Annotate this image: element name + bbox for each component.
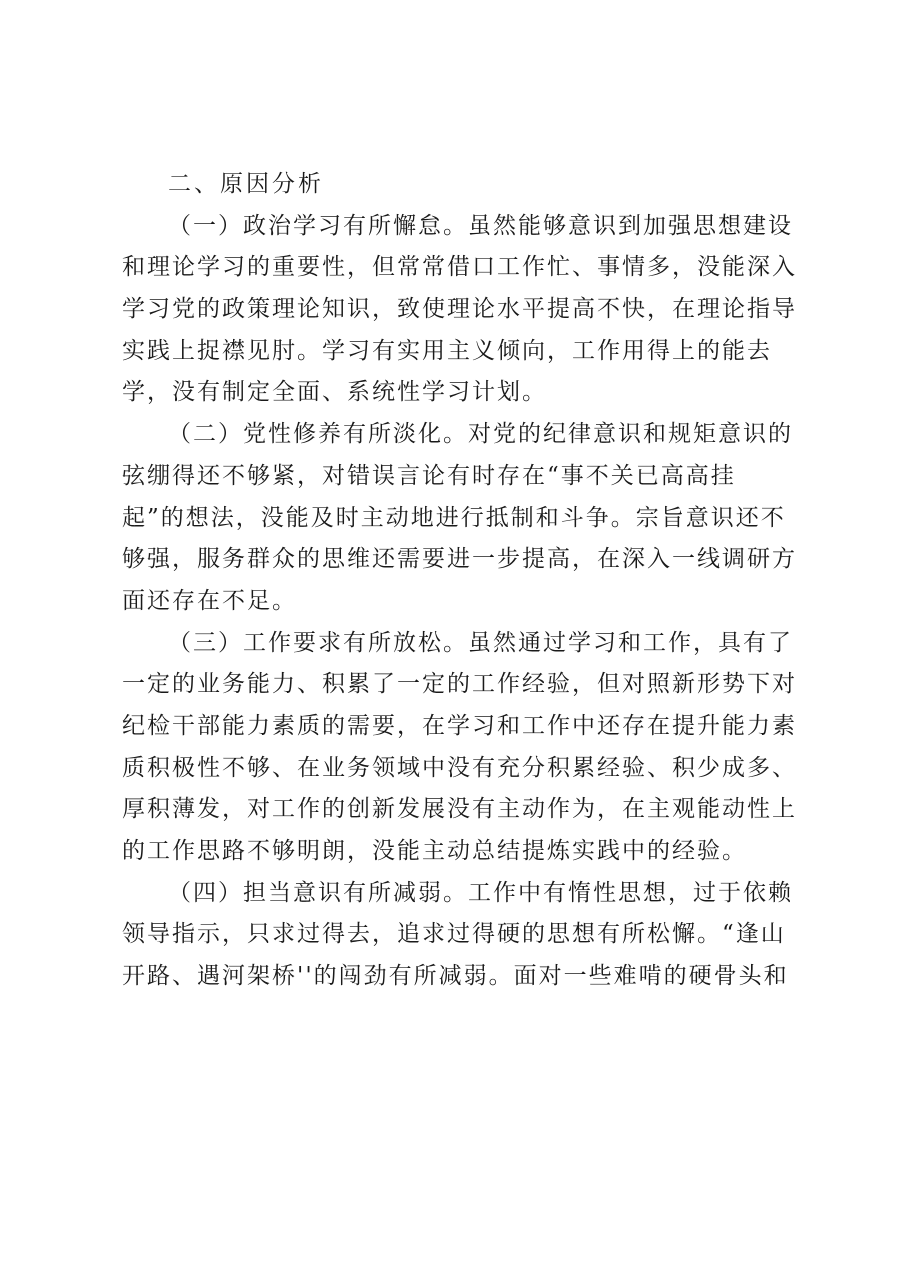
paragraph-3-line-1: （三）工作要求有所放松。虽然通过学习和工作，具有了 — [168, 629, 793, 656]
section-heading: 二、原因分析 — [168, 171, 324, 197]
paragraph-1-line-5: 学，没有制定全面、系统性学习计划。 — [122, 379, 547, 406]
document-body — [122, 164, 802, 998]
paragraph-1-line-4: 实践上捉襟见肘。学习有实用主义倾向，工作用得上的能去 — [122, 337, 772, 364]
paragraph-3-line-6: 的工作思路不够明朗，没能主动总结提炼实践中的经验。 — [122, 838, 747, 864]
paragraph-3-line-2: 一定的业务能力、积累了一定的工作经验，但对照新形势下对 — [122, 671, 797, 698]
paragraph-4-line-3: 开路、遇河架桥''的闯劲有所减弱。面对一些难啃的硬骨头和 — [122, 963, 789, 990]
paragraph-3-line-3: 纪检干部能力素质的需要，在学习和工作中还存在提升能力素 — [122, 712, 797, 739]
paragraph-3-line-5: 厚积薄发，对工作的创新发展没有主动作为，在主观能动性上 — [122, 796, 797, 823]
paragraph-1-line-3: 学习党的政策理论知识，致使理论水平提高不快，在理论指导 — [122, 296, 797, 323]
paragraph-2-line-2: 弦绷得还不够紧，对错误言论有时存在“事不关已高高挂 — [122, 462, 736, 489]
paragraph-1-line-1: （一）政治学习有所懈怠。虽然能够意识到加强思想建设 — [168, 212, 793, 239]
paragraph-2-line-3: 起”的想法，没能及时主动地进行抵制和斗争。宗旨意识还不 — [122, 504, 786, 531]
paragraph-2-line-4: 够强，服务群众的思维还需要进一步提高，在深入一线调研方 — [122, 546, 797, 573]
paragraph-2-line-1: （二）党性修养有所淡化。对党的纪律意识和规矩意识的 — [168, 421, 793, 448]
paragraph-2-line-5: 面还存在不足。 — [122, 587, 297, 614]
paragraph-4-line-1: （四）担当意识有所减弱。工作中有惰性思想，过于依赖 — [168, 879, 793, 906]
paragraph-3-line-4: 质积极性不够、在业务领域中没有充分积累经验、积少成多、 — [122, 754, 797, 781]
paragraph-4-line-2: 领导指示，只求过得去，追求过得硬的思想有所松懈。“逢山 — [122, 921, 786, 948]
paragraph-1-line-2: 和理论学习的重要性，但常常借口工作忙、事情多，没能深入 — [122, 254, 797, 281]
